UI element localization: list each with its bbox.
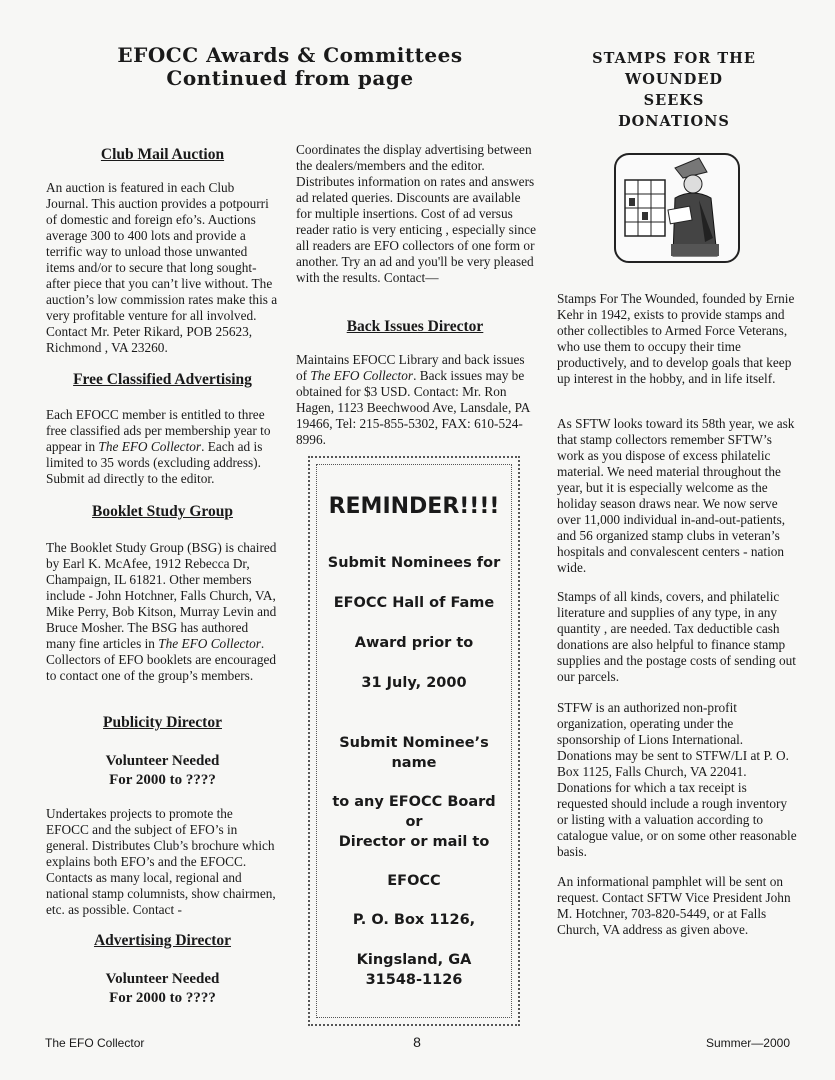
reminder-title: REMINDER!!!! [328,494,500,519]
reminder-line-11: P. O. Box 1126, [352,912,476,928]
advertising-volunteer-line2: For 2000 to ???? [109,990,216,1006]
publicity-volunteer-line1: Volunteer Needed [105,753,220,769]
back-issues-text [296,352,536,448]
sftw-heading [548,48,800,132]
main-heading-line2: Continued from page [166,66,414,90]
advertising-continued-text: Coordinates the display advertising between the dealers/members and the editor. Distributes information on rates and answers ad related queries. Discounts are available for multiple insertions. Cost of ad versus reader ratio is very enticing , especially since all readers are EFO collectors of one form or another. Try an ad and you'll be very pleased with the results. Contact— [296,142,536,285]
sftw-paragraph-1: Stamps For The Wounded, founded by Ernie Kehr in 1942, exists to provide stamps and other collectibles to Armed Force Veterans, who use them to occupy their time productively, and to develop goals that keep up interest in the hobby, and in life itself. [557,291,795,386]
footer-page-number: 8 [413,1034,421,1050]
mail-carrier-illustration [613,152,741,264]
reminder-line-12: Kingsland, GA [356,952,472,968]
back-issues-heading: Back Issues Director [346,318,484,335]
free-classified-publication: The EFO Collector [98,439,202,454]
booklet-study-text-b: . Collectors of EFO booklets are encouraged to contact one of the group’s members. [46,636,277,683]
reminder-line-1: Submit Nominees for [327,555,501,571]
main-heading-line1: EFOCC Awards & Committees [117,43,463,67]
club-mail-auction-text: An auction is featured in each Club Journal. This auction provides a potpourri of domestic and foreign efo’s. Auctions average 300 to 400 lots and provide a terrific way to unload those unwanted items and/or to secure that long sought-after piece that you can’t live without. The auction’s low commission rates make this a very profitable venture for all involved. Contact Mr. Peter Rikard, POB 25623, Richmond , VA 23260. [46,180,278,355]
back-issues-publication: The EFO Collector [310,368,414,383]
reminder-line-9: Director or mail to [338,834,490,850]
booklet-study-heading: Booklet Study Group [92,503,233,520]
publicity-heading: Publicity Director [103,714,222,731]
advertising-volunteer-line1: Volunteer Needed [105,971,220,987]
booklet-study-text [46,540,278,684]
sftw-paragraph-5: An informational pamphlet will be sent on request. Contact SFTW Vice President John M. Hotchner, 703-820-5449, or at Falls Church, VA address as given above. [557,874,791,937]
back-issues-text-a: Maintains EFOCC Library and back issues of [296,352,525,383]
sftw-paragraph-3: Stamps of all kinds, covers, and philatelic literature and supplies of any type, in any quantity , are needed. Tax deductible cash donations are also helpful to finance stamp supplies and the postage costs of sending out our parcels. [557,589,796,684]
free-classified-heading: Free Classified Advertising [73,371,252,388]
sftw-heading-line1: STAMPS FOR THE [592,50,756,67]
sftw-heading-line3: SEEKS [643,92,705,109]
advertising-heading: Advertising Director [93,932,232,949]
reminder-line-6: name [391,755,437,771]
back-issues-text-b: . Back issues may be obtained for $3 USD. Contact: Mr. Ron Hagen, 1123 Beechwood Ave, Lansdale, PA 19466, Tel: 215-855-5302, FAX: 610-524-8996. [296,368,530,447]
publicity-volunteer [40,752,285,790]
reminder-line-10: EFOCC [387,873,441,889]
booklet-study-publication: The EFO Collector [158,636,261,651]
reminder-line-4: 31 July, 2000 [361,675,467,691]
mail-carrier-icon [613,152,741,264]
reminder-line-13: 31548-1126 [365,972,463,988]
sftw-heading-line4: DONATIONS [618,113,730,130]
publicity-volunteer-line2: For 2000 to ???? [109,772,216,788]
advertising-volunteer [40,970,285,1008]
sftw-paragraph-2: As SFTW looks toward its 58th year, we ask that stamp collectors remember SFTW’s work as you dispose of excess philatelic material. We need material throughout the year, but it is especially welcome as the holiday season draws near. We now serve over 11,000 individual in-and-out-patients, and 56 organized stamp clubs in veteran’s hospitals and convalescent centers - nation wide. [557,416,795,575]
main-heading [40,44,540,90]
club-mail-auction-heading: Club Mail Auction [100,146,225,163]
booklet-study-text-a: The Booklet Study Group (BSG) is chaired by Earl K. McAfee, 1912 Rebecca Dr, Champaign, IL 61821. Other members include - John Hotchner, Falls Church, VA, Mike Perry, Bob Kitson, Murray Levin and Bruce Mosher. The BSG has authored many fine articles in [46,540,277,651]
free-classified-text-b: . Each ad is limited to 35 words (excluding address). Submit ad directly to the editor. [46,439,263,486]
footer-publication: The EFO Collector [45,1036,145,1050]
reminder-line-2: EFOCC Hall of Fame [333,595,495,611]
sftw-paragraph-4: STFW is an authorized non-profit organization, operating under the sponsorship of Lions International. Donations may be sent to STFW/LI at P. O. Box 1125, Falls Church, VA 22041. Donations for which a tax receipt is requested should include a rough inventory or listing with a valuation according to catalogue value, or on some other reasonable basis. [557,700,797,859]
reminder-line-5: Submit Nominee’s [339,735,489,751]
free-classified-text-a: Each EFOCC member is entitled to three free classified ads per membership year to appear in [46,407,271,454]
reminder-line-8: or [405,814,423,830]
free-classified-text [46,407,278,487]
sftw-heading-line2: WOUNDED [624,71,723,88]
publicity-text: Undertakes projects to promote the EFOCC and the subject of EFO’s in general. Distributes Club’s brochure which explains both EFO’s and the EFOCC. Contacts as many local, regional and national stamp columnists, show chairmen, etc. as possible. Contact - [46,806,276,917]
reminder-line-7: to any EFOCC Board [332,794,496,810]
footer-issue: Summer—2000 [705,1036,790,1050]
reminder-line-3: Award prior to [354,635,474,651]
